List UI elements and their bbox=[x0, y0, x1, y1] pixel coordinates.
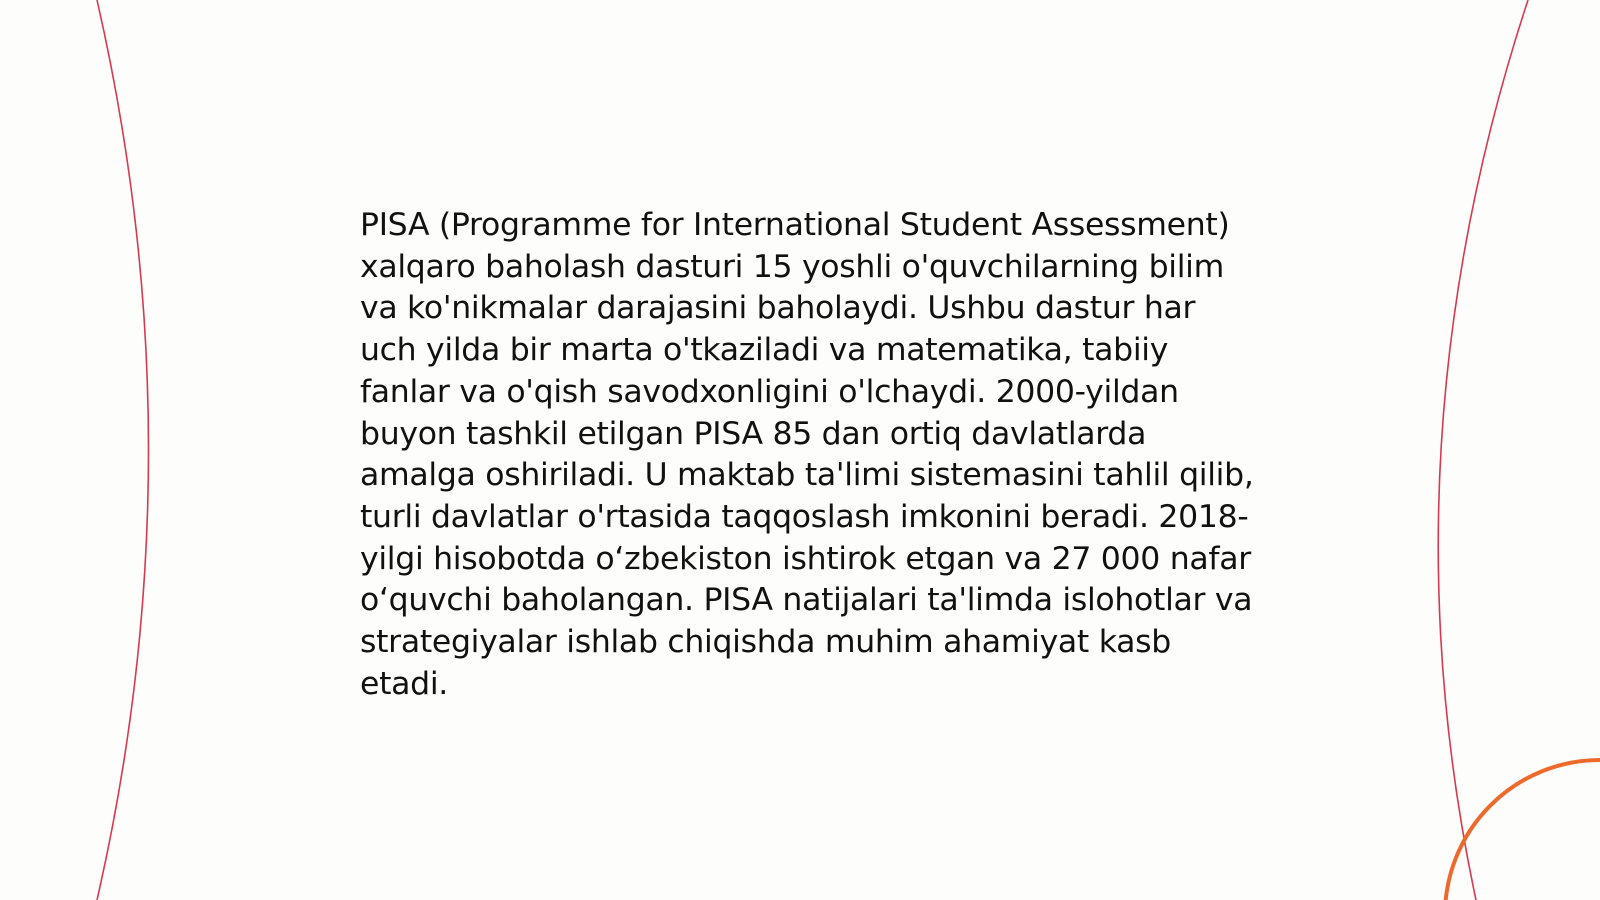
left-curve-line bbox=[97, 0, 149, 900]
orange-circle-outline bbox=[1445, 760, 1600, 900]
right-curve-line bbox=[1438, 0, 1528, 900]
body-paragraph: PISA (Programme for International Student Assessment) xalqaro baholash dasturi 15 yoshli o'quvchilarning bilim va ko'nikmalar darajasini baholaydi. Ushbu dastur har uch yilda bir marta o'tkaziladi va matematika, tabiiy fanlar va o'qish savodxonligini o'lchaydi. 2000-yildan buyon tashkil etilgan PISA 85 dan ortiq davlatlarda amalga oshiriladi. U maktab ta'limi sistemasini tahlil qilib, turli davlatlar o'rtasida taqqoslash imkonini beradi. 2018-yilgi hisobotda oʻzbekiston ishtirok etgan va 27 000 nafar oʻquvchi baholangan. PISA natijalari ta'limda islohotlar va strategiyalar ishlab chiqishda muhim ahamiyat kasb etadi. bbox=[360, 207, 1254, 702]
